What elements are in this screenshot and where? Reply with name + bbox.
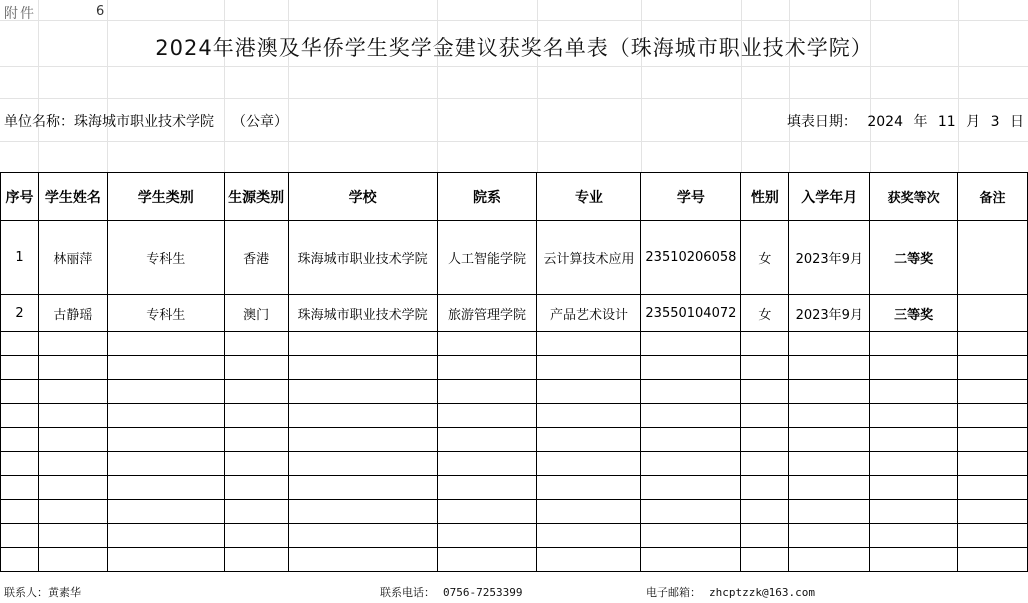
phone-label: 联系电话： bbox=[380, 586, 435, 599]
cell-remarks bbox=[958, 295, 1028, 332]
table-row bbox=[1, 221, 1028, 295]
cell-student-name: 古静瑶 bbox=[38, 295, 107, 332]
empty-row bbox=[1, 500, 1028, 524]
empty-row bbox=[1, 332, 1028, 356]
header-major: 专业 bbox=[537, 173, 641, 221]
cell-award-level: 三等奖 bbox=[870, 295, 958, 332]
header-enroll-date: 入学年月 bbox=[789, 173, 870, 221]
cell-student-type: 专科生 bbox=[107, 221, 224, 295]
cell-student-id: 23510206058 bbox=[641, 221, 741, 295]
empty-row bbox=[1, 380, 1028, 404]
page-title: 2024年港澳及华侨学生奖学金建议获奖名单表（珠海城市职业技术学院） bbox=[155, 36, 873, 60]
contact-name: 黄素华 bbox=[48, 586, 81, 599]
unit-name bbox=[4, 111, 288, 131]
empty-row bbox=[1, 524, 1028, 548]
phone-number: 0756-7253399 bbox=[443, 586, 523, 599]
header-gender: 性别 bbox=[741, 173, 789, 221]
empty-row bbox=[1, 452, 1028, 476]
cell-award-level: 二等奖 bbox=[870, 221, 958, 295]
header-school: 学校 bbox=[288, 173, 437, 221]
cell-student-id: 23550104072 bbox=[641, 295, 741, 332]
fill-date-month-unit: 月 bbox=[966, 114, 981, 130]
cell-index: 1 bbox=[1, 221, 39, 295]
fill-date-year: 2024 bbox=[867, 114, 903, 130]
attachment-label: 附件 bbox=[4, 6, 36, 22]
header-student-type: 学生类别 bbox=[107, 173, 224, 221]
empty-row bbox=[1, 356, 1028, 380]
footer-contact bbox=[4, 584, 81, 600]
cell-gender: 女 bbox=[741, 221, 789, 295]
header-index: 序号 bbox=[1, 173, 39, 221]
cell-enroll-date: 2023年9月 bbox=[789, 295, 870, 332]
attachment-number: 6 bbox=[96, 4, 105, 19]
fill-date bbox=[787, 111, 1024, 131]
table-header-row bbox=[1, 173, 1028, 221]
cell-major: 产品艺术设计 bbox=[537, 295, 641, 332]
unit-label: 单位名称：珠海城市职业技术学院 bbox=[4, 114, 214, 130]
unit-stamp: （公章） bbox=[232, 114, 288, 130]
cell-department: 旅游管理学院 bbox=[437, 295, 537, 332]
empty-row bbox=[1, 476, 1028, 500]
cell-gender: 女 bbox=[741, 295, 789, 332]
cell-school: 珠海城市职业技术学院 bbox=[288, 295, 437, 332]
header-department: 院系 bbox=[437, 173, 537, 221]
contact-label: 联系人： bbox=[4, 586, 48, 599]
cell-remarks bbox=[958, 221, 1028, 295]
award-table bbox=[0, 172, 1028, 572]
empty-row bbox=[1, 404, 1028, 428]
header-award-level: 获奖等次 bbox=[870, 173, 958, 221]
email-label: 电子邮箱： bbox=[646, 586, 701, 599]
cell-student-type: 专科生 bbox=[107, 295, 224, 332]
empty-row bbox=[1, 428, 1028, 452]
fill-date-label: 填表日期： bbox=[786, 114, 857, 130]
header-origin-type: 生源类别 bbox=[224, 173, 288, 221]
cell-department: 人工智能学院 bbox=[437, 221, 537, 295]
header-student-id: 学号 bbox=[641, 173, 741, 221]
cell-major: 云计算技术应用 bbox=[537, 221, 641, 295]
fill-date-day: 3 bbox=[990, 114, 1000, 130]
header-remarks: 备注 bbox=[958, 173, 1028, 221]
cell-index: 2 bbox=[1, 295, 39, 332]
fill-date-year-unit: 年 bbox=[913, 114, 928, 130]
fill-date-day-unit: 日 bbox=[1010, 114, 1024, 130]
table-row bbox=[1, 295, 1028, 332]
cell-origin-type: 香港 bbox=[224, 221, 288, 295]
header-student-name: 学生姓名 bbox=[38, 173, 107, 221]
cell-school: 珠海城市职业技术学院 bbox=[288, 221, 437, 295]
empty-row bbox=[1, 548, 1028, 572]
cell-origin-type: 澳门 bbox=[224, 295, 288, 332]
footer-email bbox=[646, 584, 815, 600]
cell-enroll-date: 2023年9月 bbox=[789, 221, 870, 295]
cell-student-name: 林丽萍 bbox=[38, 221, 107, 295]
footer-phone bbox=[380, 584, 522, 600]
email-address: zhcptzzk@163.com bbox=[709, 586, 815, 599]
fill-date-month: 11 bbox=[937, 114, 956, 130]
